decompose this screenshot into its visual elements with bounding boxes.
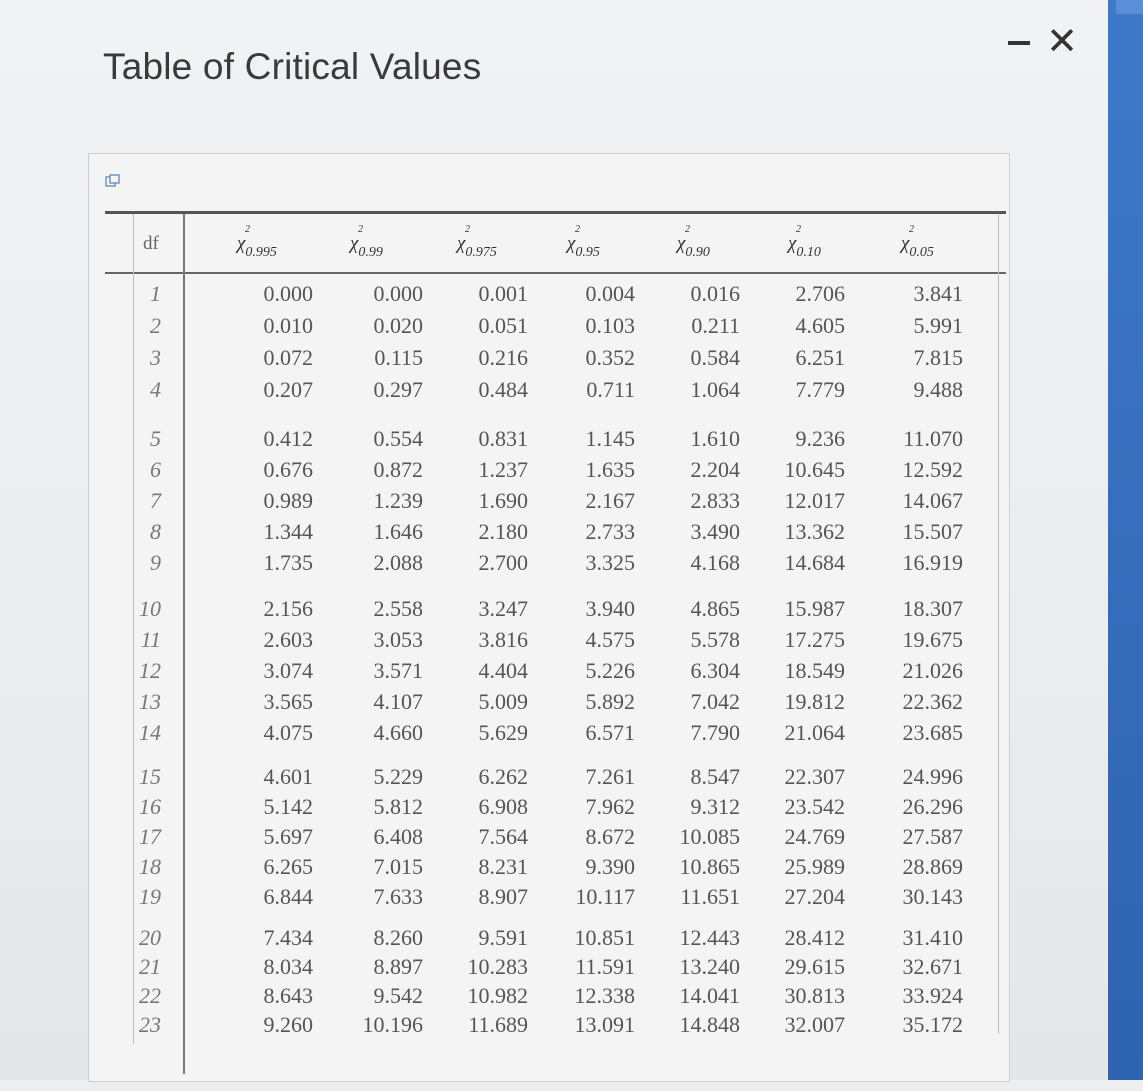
table-cell: 14.041 bbox=[679, 983, 740, 1008]
table-cell: 24.996 bbox=[902, 764, 963, 789]
table-cell: 7.434 bbox=[263, 925, 313, 950]
table-cell: 12.592 bbox=[902, 457, 963, 482]
minimize-icon[interactable] bbox=[1008, 41, 1030, 45]
table-cell: 15.507 bbox=[902, 519, 963, 544]
table-cell: 4.168 bbox=[690, 550, 740, 575]
table-cell: 30.143 bbox=[902, 884, 963, 909]
table-cell: 9.260 bbox=[263, 1012, 313, 1037]
table-cell: 0.072 bbox=[263, 345, 313, 370]
table-cell: 8.907 bbox=[478, 884, 528, 909]
table-cell: 6.408 bbox=[373, 824, 423, 849]
table-cell: 0.001 bbox=[478, 281, 528, 306]
table-cell: 5.226 bbox=[585, 658, 635, 683]
table-cell: 0.000 bbox=[373, 281, 423, 306]
table-cell: 9.591 bbox=[478, 925, 528, 950]
table-cell: 3.053 bbox=[373, 627, 423, 652]
table-cell: 7.564 bbox=[478, 824, 528, 849]
table-cell: 4.404 bbox=[478, 658, 528, 683]
table-cell: 6.304 bbox=[690, 658, 740, 683]
df-cell: 16 bbox=[139, 794, 161, 819]
table-cell: 0.297 bbox=[373, 377, 423, 402]
df-cell: 5 bbox=[150, 426, 161, 451]
table-cell: 4.660 bbox=[373, 720, 423, 745]
table-cell: 11.591 bbox=[575, 954, 635, 979]
table-top-rule bbox=[105, 211, 1006, 214]
table-cell: 3.565 bbox=[263, 689, 313, 714]
table-cell: 10.645 bbox=[784, 457, 845, 482]
critical-values-table bbox=[105, 211, 1006, 1091]
header-chi-010: χ 2 $_{0.10}$ bbox=[788, 224, 821, 260]
table-cell: 2.706 bbox=[795, 281, 845, 306]
table-cell: 23.542 bbox=[784, 794, 845, 819]
table-cell: 0.216 bbox=[478, 345, 528, 370]
table-cell: 32.671 bbox=[902, 954, 963, 979]
table-cell: 5.991 bbox=[913, 313, 963, 338]
df-cell: 2 bbox=[150, 313, 161, 338]
table-cell: 5.697 bbox=[263, 824, 313, 849]
table-cell: 7.015 bbox=[373, 854, 423, 879]
df-column-divider bbox=[183, 214, 185, 1074]
table-cell: 1.735 bbox=[263, 550, 313, 575]
table-cell: 19.675 bbox=[902, 627, 963, 652]
table-cell: 3.816 bbox=[478, 627, 528, 652]
table-cell: 3.074 bbox=[263, 658, 313, 683]
table-cell: 9.488 bbox=[913, 377, 963, 402]
df-cell: 21 bbox=[139, 954, 161, 979]
table-cell: 10.982 bbox=[467, 983, 528, 1008]
table-cell: 9.390 bbox=[585, 854, 635, 879]
table-cell: 7.042 bbox=[690, 689, 740, 714]
table-cell: 0.711 bbox=[586, 377, 635, 402]
table-cell: 0.207 bbox=[263, 377, 313, 402]
df-cell: 13 bbox=[139, 689, 161, 714]
table-cell: 4.107 bbox=[373, 689, 423, 714]
df-cell: 6 bbox=[150, 457, 161, 482]
table-cell: 7.633 bbox=[373, 884, 423, 909]
header-chi-0975: χ 2 $_{0.975}$ bbox=[457, 224, 497, 260]
table-cell: 0.989 bbox=[263, 488, 313, 513]
table-cell: 14.848 bbox=[679, 1012, 740, 1037]
table-cell: 6.571 bbox=[585, 720, 635, 745]
table-cell: 7.261 bbox=[585, 764, 635, 789]
table-cell: 3.490 bbox=[690, 519, 740, 544]
table-cell: 6.908 bbox=[478, 794, 528, 819]
table-cell: 2.180 bbox=[478, 519, 528, 544]
table-cell: 28.869 bbox=[902, 854, 963, 879]
table-cell: 11.651 bbox=[680, 884, 740, 909]
table-cell: 28.412 bbox=[784, 925, 845, 950]
table-cell: 6.262 bbox=[478, 764, 528, 789]
df-cell: 22 bbox=[139, 983, 161, 1008]
df-cell: 8 bbox=[150, 519, 161, 544]
table-cell: 0.115 bbox=[374, 345, 423, 370]
table-cell: 8.034 bbox=[263, 954, 313, 979]
table-cell: 22.362 bbox=[902, 689, 963, 714]
table-right-edge bbox=[998, 214, 999, 1034]
table-cell: 8.260 bbox=[373, 925, 423, 950]
table-cell: 7.779 bbox=[795, 377, 845, 402]
table-cell: 29.615 bbox=[784, 954, 845, 979]
header-df: df bbox=[143, 233, 159, 254]
table-cell: 0.010 bbox=[263, 313, 313, 338]
table-cell: 7.790 bbox=[690, 720, 740, 745]
table-cell: 19.812 bbox=[784, 689, 845, 714]
table-cell: 1.344 bbox=[263, 519, 313, 544]
table-cell: 4.605 bbox=[795, 313, 845, 338]
table-cell: 5.892 bbox=[585, 689, 635, 714]
dialog-title: Table of Critical Values bbox=[103, 46, 482, 87]
table-cell: 2.558 bbox=[373, 596, 423, 621]
table-cell: 33.924 bbox=[902, 983, 963, 1008]
table-cell: 3.247 bbox=[478, 596, 528, 621]
header-chi-0995: χ 2 $_{0.995}$ bbox=[237, 224, 277, 260]
table-cell: 1.690 bbox=[478, 488, 528, 513]
df-cell: 15 bbox=[139, 764, 161, 789]
table-cell: 1.237 bbox=[478, 457, 528, 482]
table-cell: 0.211 bbox=[691, 313, 740, 338]
table-cell: 4.075 bbox=[263, 720, 313, 745]
table-cell: 4.865 bbox=[690, 596, 740, 621]
table-cell: 26.296 bbox=[902, 794, 963, 819]
table-cell: 11.070 bbox=[903, 426, 963, 451]
table-cell: 6.251 bbox=[795, 345, 845, 370]
table-cell: 5.629 bbox=[478, 720, 528, 745]
table-cell: 0.554 bbox=[373, 426, 423, 451]
table-cell: 31.410 bbox=[902, 925, 963, 950]
table-cell: 18.307 bbox=[902, 596, 963, 621]
table-cell: 10.085 bbox=[679, 824, 740, 849]
table-cell: 0.584 bbox=[690, 345, 740, 370]
table-cell: 0.020 bbox=[373, 313, 423, 338]
table-cell: 21.064 bbox=[784, 720, 845, 745]
table-cell: 8.897 bbox=[373, 954, 423, 979]
table-cell: 0.831 bbox=[478, 426, 528, 451]
table-cell: 0.000 bbox=[263, 281, 313, 306]
table-cell: 12.017 bbox=[784, 488, 845, 513]
close-icon[interactable] bbox=[1044, 24, 1080, 60]
table-cell: 2.833 bbox=[690, 488, 740, 513]
background-window-tab bbox=[1116, 0, 1143, 14]
table-cell: 32.007 bbox=[784, 1012, 845, 1037]
table-cell: 0.872 bbox=[373, 457, 423, 482]
table-panel bbox=[88, 153, 1010, 1082]
table-cell: 18.549 bbox=[784, 658, 845, 683]
table-cell: 17.275 bbox=[784, 627, 845, 652]
table-cell: 5.578 bbox=[690, 627, 740, 652]
table-cell: 24.769 bbox=[784, 824, 845, 849]
table-cell: 21.026 bbox=[902, 658, 963, 683]
table-cell: 1.239 bbox=[373, 488, 423, 513]
table-cell: 13.091 bbox=[574, 1012, 635, 1037]
table-cell: 8.643 bbox=[263, 983, 313, 1008]
table-cell: 16.919 bbox=[902, 550, 963, 575]
table-cell: 27.204 bbox=[784, 884, 845, 909]
table-cell: 0.412 bbox=[263, 426, 313, 451]
table-cell: 2.088 bbox=[373, 550, 423, 575]
df-cell: 18 bbox=[139, 854, 161, 879]
df-cell: 23 bbox=[139, 1012, 161, 1037]
table-cell: 22.307 bbox=[784, 764, 845, 789]
table-cell: 1.610 bbox=[690, 426, 740, 451]
table-cell: 0.016 bbox=[690, 281, 740, 306]
df-cell: 4 bbox=[150, 377, 161, 402]
df-cell: 3 bbox=[150, 345, 161, 370]
table-header-rule bbox=[105, 272, 1006, 274]
table-cell: 5.229 bbox=[373, 764, 423, 789]
table-cell: 8.231 bbox=[478, 854, 528, 879]
table-cell: 3.571 bbox=[373, 658, 423, 683]
background-window-edge bbox=[1108, 0, 1143, 1080]
df-cell: 7 bbox=[150, 488, 161, 513]
table-cell: 3.841 bbox=[913, 281, 963, 306]
table-cell: 11.689 bbox=[468, 1012, 528, 1037]
table-cell: 10.851 bbox=[574, 925, 635, 950]
copy-icon[interactable] bbox=[105, 174, 121, 188]
table-cell: 1.646 bbox=[373, 519, 423, 544]
df-cell: 10 bbox=[139, 596, 161, 621]
table-cell: 0.676 bbox=[263, 457, 313, 482]
table-cell: 13.362 bbox=[784, 519, 845, 544]
table-cell: 12.443 bbox=[679, 925, 740, 950]
table-cell: 27.587 bbox=[902, 824, 963, 849]
header-chi-005: χ 2 $_{0.05}$ bbox=[901, 224, 934, 260]
table-cell: 14.684 bbox=[784, 550, 845, 575]
table-cell: 2.167 bbox=[585, 488, 635, 513]
table-cell: 25.989 bbox=[784, 854, 845, 879]
table-cell: 7.815 bbox=[913, 345, 963, 370]
table-cell: 13.240 bbox=[679, 954, 740, 979]
table-cell: 7.962 bbox=[585, 794, 635, 819]
table-cell: 5.142 bbox=[263, 794, 313, 819]
table-cell: 2.733 bbox=[585, 519, 635, 544]
table-cell: 2.204 bbox=[690, 457, 740, 482]
table-cell: 10.283 bbox=[467, 954, 528, 979]
table-cell: 5.812 bbox=[373, 794, 423, 819]
table-cell: 4.601 bbox=[263, 764, 313, 789]
table-cell: 23.685 bbox=[902, 720, 963, 745]
table-cell: 2.156 bbox=[263, 596, 313, 621]
table-cell: 5.009 bbox=[478, 689, 528, 714]
header-chi-095: χ 2 $_{0.95}$ bbox=[567, 224, 600, 260]
df-cell: 19 bbox=[139, 884, 161, 909]
table-cell: 0.484 bbox=[478, 377, 528, 402]
df-cell: 14 bbox=[139, 720, 161, 745]
table-cell: 30.813 bbox=[784, 983, 845, 1008]
df-cell: 12 bbox=[139, 658, 161, 683]
table-cell: 0.051 bbox=[478, 313, 528, 338]
table-cell: 2.603 bbox=[263, 627, 313, 652]
table-cell: 1.064 bbox=[690, 377, 740, 402]
table-cell: 9.236 bbox=[795, 426, 845, 451]
table-cell: 10.865 bbox=[679, 854, 740, 879]
table-cell: 4.575 bbox=[585, 627, 635, 652]
table-cell: 10.196 bbox=[362, 1012, 423, 1037]
df-cell: 20 bbox=[139, 925, 161, 950]
table-cell: 6.265 bbox=[263, 854, 313, 879]
table-cell: 3.325 bbox=[585, 550, 635, 575]
table-cell: 14.067 bbox=[902, 488, 963, 513]
header-chi-090: χ 2 $_{0.90}$ bbox=[677, 224, 710, 260]
table-cell: 10.117 bbox=[575, 884, 635, 909]
table-cell: 12.338 bbox=[574, 983, 635, 1008]
table-cell: 0.103 bbox=[585, 313, 635, 338]
df-cell: 11 bbox=[140, 627, 161, 652]
table-cell: 9.542 bbox=[373, 983, 423, 1008]
table-cell: 3.940 bbox=[585, 596, 635, 621]
table-cell: 6.844 bbox=[263, 884, 313, 909]
table-cell: 1.145 bbox=[585, 426, 635, 451]
table-cell: 1.635 bbox=[585, 457, 635, 482]
table-cell: 2.700 bbox=[478, 550, 528, 575]
table-cell: 9.312 bbox=[690, 794, 740, 819]
table-cell: 8.672 bbox=[585, 824, 635, 849]
table-cell: 15.987 bbox=[784, 596, 845, 621]
df-cell: 9 bbox=[150, 550, 161, 575]
table-cell: 8.547 bbox=[690, 764, 740, 789]
table-cell: 0.004 bbox=[585, 281, 635, 306]
table-cell: 0.352 bbox=[585, 345, 635, 370]
table-cell: 35.172 bbox=[902, 1012, 963, 1037]
df-cell: 17 bbox=[139, 824, 161, 849]
df-cell: 1 bbox=[150, 281, 161, 306]
header-chi-099: χ 2 $_{0.99}$ bbox=[350, 224, 383, 260]
